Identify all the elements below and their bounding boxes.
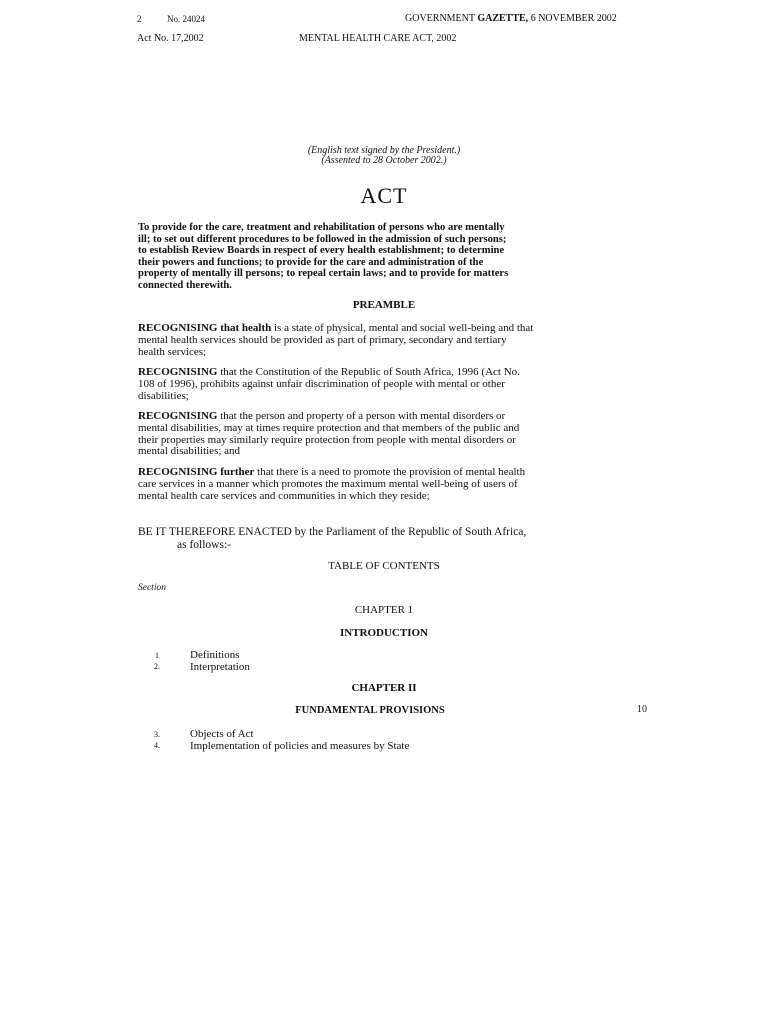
preamble-paragraph-2 bbox=[138, 367, 638, 402]
enactment-continuation: as follows:- bbox=[177, 539, 231, 551]
gazette-date: 6 NOVEMBER 2002 bbox=[528, 13, 617, 24]
paragraph-line: disabilities; bbox=[138, 389, 189, 402]
toc-item-implementation[interactable]: Implementation of policies and measures by State bbox=[190, 740, 410, 752]
section-label: Section bbox=[138, 583, 166, 593]
paragraph-line: mental health services should be provided as part of primary, secondary and tertiary bbox=[138, 333, 507, 346]
paragraph-line: mental health care services and communities in which they reside; bbox=[138, 489, 430, 502]
toc-heading: TABLE OF CONTENTS bbox=[328, 560, 440, 572]
toc-item-definitions[interactable]: Definitions bbox=[190, 649, 240, 661]
signing-note: (English text signed by the President.) bbox=[307, 145, 461, 156]
long-title-line: To provide for the care, treatment and rehabilitation of persons who are mentally bbox=[138, 222, 505, 233]
chapter-2-label: CHAPTER II bbox=[351, 682, 417, 694]
preamble-paragraph-4 bbox=[138, 467, 638, 502]
act-running-title: MENTAL HEALTH CARE ACT, 2002 bbox=[299, 33, 457, 44]
page-number: 2 bbox=[137, 14, 142, 24]
preamble-heading: PREAMBLE bbox=[352, 299, 416, 311]
paragraph-line: their properties may similarly require protection from people with mental disorders or bbox=[138, 433, 516, 446]
long-title bbox=[138, 222, 638, 291]
gazette-prefix: GOVERNMENT bbox=[405, 13, 478, 24]
gazette-word: GAZETTE, bbox=[477, 13, 529, 24]
chapter-1-title: INTRODUCTION bbox=[339, 627, 428, 639]
paragraph-line: that there is a need to promote the provision of mental health bbox=[254, 466, 526, 478]
act-heading: ACT bbox=[360, 183, 408, 208]
toc-item-interpretation[interactable]: Interpretation bbox=[190, 661, 250, 673]
recognising-lead: RECOGNISING further bbox=[138, 466, 255, 478]
paragraph-line: health services; bbox=[138, 345, 207, 358]
line-marker: 10 bbox=[637, 704, 647, 715]
act-number: Act No. 17,2002 bbox=[137, 33, 204, 44]
toc-item-number: 4. bbox=[154, 741, 160, 750]
assent-note: (Assented to 28 October 2002.) bbox=[321, 155, 447, 166]
long-title-line: to establish Review Boards in respect of every health establishment; to determine bbox=[138, 245, 505, 256]
chapter-2-title: FUNDAMENTAL PROVISIONS bbox=[295, 705, 445, 716]
recognising-lead: RECOGNISING that health bbox=[138, 322, 272, 334]
preamble-paragraph-1 bbox=[138, 323, 638, 358]
toc-item-number: 2. bbox=[154, 662, 160, 671]
toc-item-number: 3. bbox=[154, 730, 160, 739]
long-title-line: ill; to set out different procedures to be followed in the admission of such persons; bbox=[138, 233, 507, 245]
chapter-1-label: CHAPTER 1 bbox=[354, 604, 414, 616]
recognising-lead: RECOGNISING bbox=[138, 410, 218, 422]
enactment-clause: BE IT THEREFORE ENACTED by the Parliament of the Republic of South Africa, bbox=[138, 526, 527, 538]
toc-item-number: 1 bbox=[155, 651, 159, 660]
long-title-line: connected therewith. bbox=[138, 279, 232, 291]
recognising-lead: RECOGNISING bbox=[138, 366, 218, 378]
paragraph-line: mental disabilities; and bbox=[138, 445, 241, 458]
long-title-line: property of mentally ill persons; to repeal certain laws; and to provide for matters bbox=[138, 268, 509, 279]
paragraph-line: that the Constitution of the Republic of South Africa, 1996 (Act No. bbox=[217, 366, 520, 378]
paragraph-line: 108 of 1996), prohibits against unfair discrimination of people with mental or other bbox=[138, 377, 505, 390]
issue-number: No. 24024 bbox=[167, 14, 205, 24]
paragraph-line: that the person and property of a person with mental disorders or bbox=[217, 410, 506, 422]
gazette-title bbox=[405, 13, 617, 24]
paragraph-line: mental disabilities, may at times require protection and that members of the public and bbox=[138, 421, 520, 434]
paragraph-line: is a state of physical, mental and social well-being and that bbox=[271, 322, 534, 334]
preamble-paragraph-3 bbox=[138, 411, 638, 458]
long-title-line: their powers and functions; to provide for the care and administration of the bbox=[138, 256, 484, 268]
toc-item-objects-of-act[interactable]: Objects of Act bbox=[190, 728, 254, 740]
paragraph-line: care services in a manner which promotes the maximum mental well-being of users of bbox=[138, 477, 518, 490]
